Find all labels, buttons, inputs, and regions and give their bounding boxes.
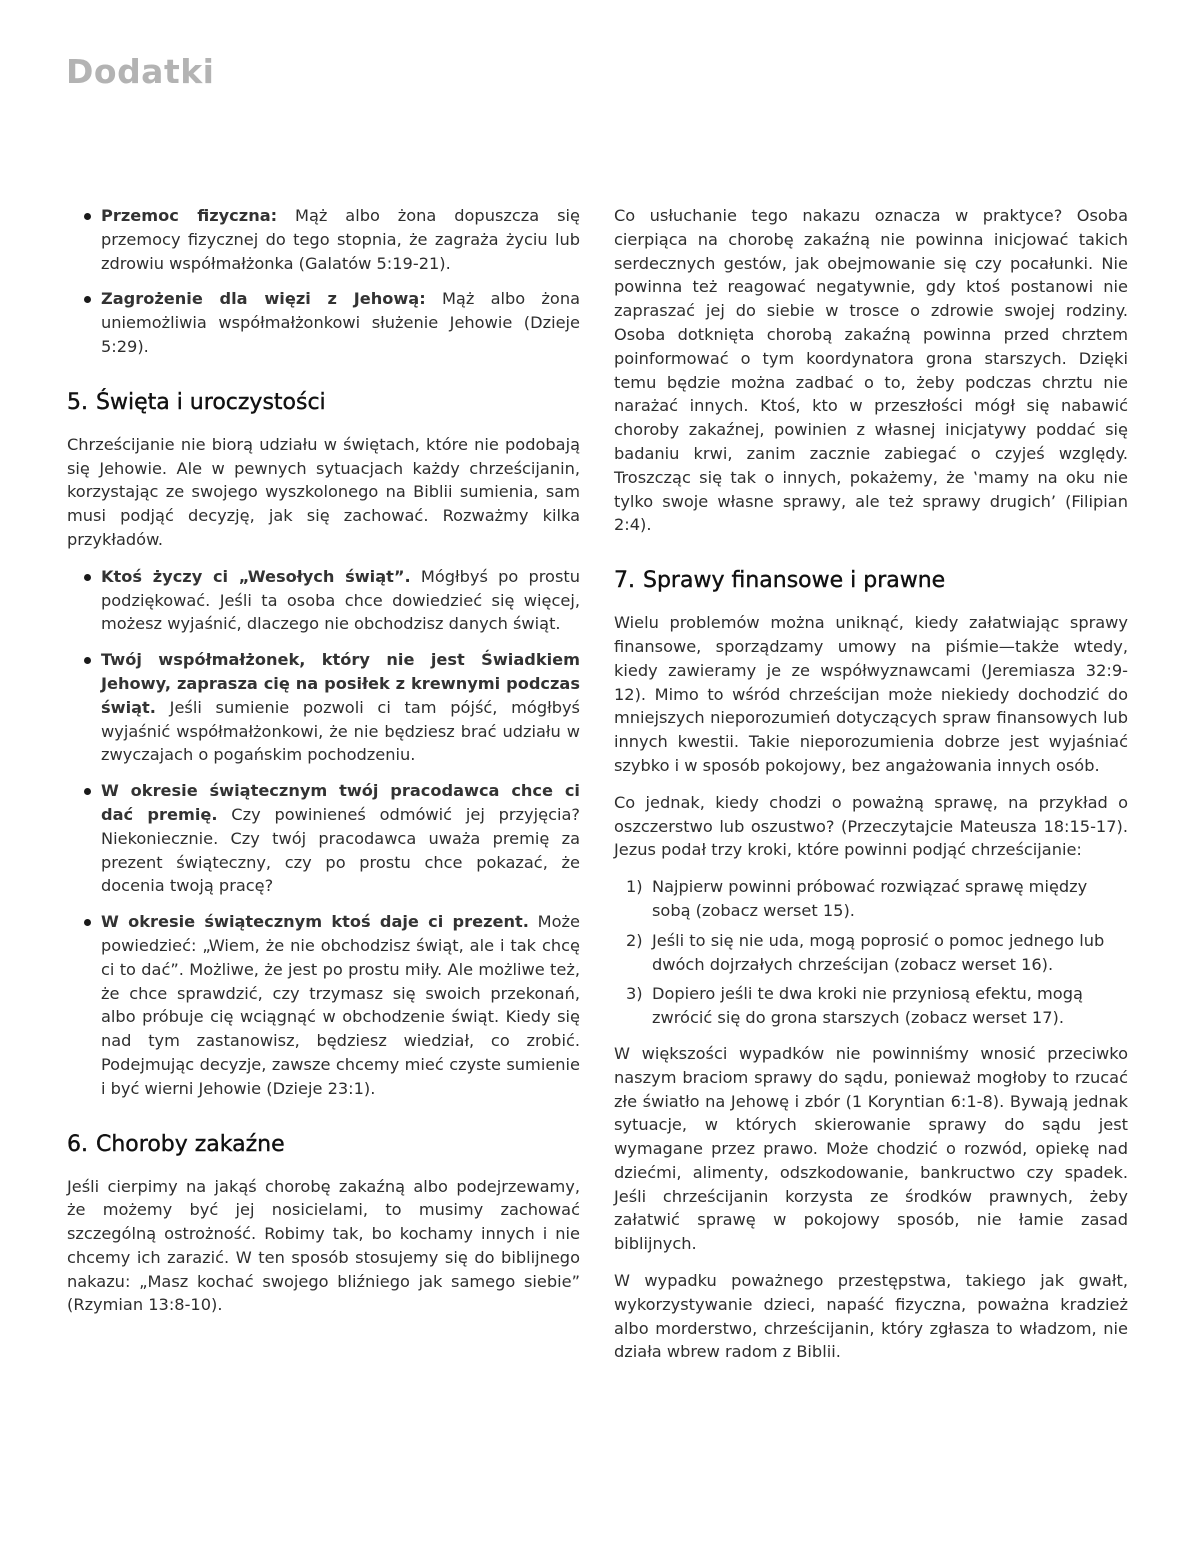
section-title: Sprawy finansowe i prawne: [643, 568, 946, 594]
step-item: [626, 875, 1128, 923]
section-7-heading: [614, 567, 1128, 595]
section-5-bullet-list: [67, 565, 580, 1101]
bullet-icon: [84, 919, 91, 926]
left-column: [67, 204, 580, 1330]
step-text: Jeśli to się nie uda, mogą poprosić o pomoc jednego lub dwóch dojrzałych chrześcijan (zobacz werset 16).: [652, 930, 1105, 974]
bullet-text: Jeśli sumienie pozwoli ci tam pójść, mógłbyś wyjaśnić współmałżonkowi, że nie będziesz brać udziału w zwyczajach o pogańskim pochodzeniu.: [101, 697, 580, 765]
bullet-text: Czy powinieneś odmówić jej przyjęcia? Niekoniecznie. Czy twój pracodawca uważa premię za prezent świąteczny, czy po prostu chce pokazać, że docenia twoją pracę?: [101, 804, 580, 896]
bullet-lead: Przemoc fizyczna:: [101, 206, 278, 225]
step-item: [626, 982, 1128, 1030]
right-column: [614, 204, 1128, 1377]
step-text: Najpierw powinni próbować rozwiązać sprawę między sobą (zobacz werset 15).: [652, 877, 1088, 920]
bullet-lead: W okresie świątecznym ktoś daje ci prezent.: [101, 912, 529, 932]
section-7-paragraph-1: Wielu problemów można uniknąć, kiedy załatwiając sprawy finansowe, sporządzamy umowy na piśmie—także wtedy, kiedy zawieramy je ze współwyznawcami (Jeremiasza 32:9-12). Mimo to wśród chrześcijan może niekiedy dochodzić do mniejszych nieporozumień dotyczących spraw finansowych lub innych kwestii. Takie nieporozumienia dobrze jest wyjaśniać szybko i w sposób pokojowy, bez angażowania innych osób.: [614, 613, 1128, 775]
intro-bullet-list: [67, 204, 580, 359]
section-6-heading: [67, 1131, 580, 1159]
section-number: 6.: [67, 1131, 88, 1157]
bullet-item: [67, 910, 580, 1100]
section-title: Choroby zakaźne: [96, 1131, 285, 1157]
bullet-lead: Zagrożenie dla więzi z Jehową:: [101, 289, 426, 309]
bullet-lead: Twój współmałżonek, który nie jest Świadkiem Jehowy, zaprasza cię na posiłek z krewnymi podczas świąt.: [101, 650, 580, 717]
section-5-intro: Chrześcijanie nie biorą udziału w świętach, które nie podobają się Jehowie. Ale w pewnych sytuacjach każdy chrześcijanin, korzystając ze swojego wyszkolonego na Biblii sumienia, sam musi podjąć decyzję, jak się zachować. Rozważmy kilka przykładów.: [67, 434, 580, 549]
section-7-paragraph-2: Co jednak, kiedy chodzi o poważną sprawę, na przykład o oszczerstwo lub oszustwo? (Przeczytajcie Mateusza 18:15-17). Jezus podał trzy kroki, które powinni podjąć chrześcijanie:: [614, 792, 1128, 860]
step-text: Dopiero jeśli te dwa kroki nie przyniosą efektu, mogą zwrócić się do grona starszych (zobacz werset 17).: [652, 984, 1083, 1028]
bullet-text: Mąż albo żona uniemożliwia współmałżonkowi służenie Jehowie (Dzieje 5:29).: [101, 289, 581, 356]
bullet-item: [67, 204, 580, 275]
bullet-item: [67, 287, 580, 358]
section-number: 7.: [614, 568, 635, 594]
bullet-icon: [84, 296, 91, 303]
page-header: Dodatki: [66, 52, 215, 91]
section-7-paragraph-3: W większości wypadków nie powinniśmy wnosić przeciwko naszym braciom sprawy do sądu, ponieważ mogłoby to rzucać złe światło na Jehowę i zbór (1 Koryntian 6:1-8). Bywają jednak sytuacje, w których skierowanie sprawy do sądu jest wymagane przez prawo. Może chodzić o rozwód, opiekę nad dziećmi, alimenty, odszkodowanie, bankructwo czy spadek. Jeśli chrześcijanin korzysta ze środków prawnych, żeby załatwić sprawę w pokojowy sposób, nie łamie zasad biblijnych.: [614, 1043, 1128, 1254]
step-number: 1): [626, 877, 643, 897]
steps-list: [626, 875, 1128, 1030]
section-title: Święta i uroczystości: [96, 389, 326, 415]
section-6-paragraph: Jeśli cierpimy na jakąś chorobę zakaźną albo podejrzewamy, że możemy być jej nosicielami, to musimy zachować szczególną ostrożność. Robimy tak, bo kochamy innych i nie chcemy ich zarazić. W ten sposób stosujemy się do biblijnego nakazu: „Masz kochać swojego bliźniego jak samego siebie” (Rzymian 13:8-10).: [67, 1176, 580, 1315]
step-item: [626, 929, 1128, 977]
bullet-text: Mógłbyś po prostu podziękować. Jeśli ta osoba chce dowiedzieć się więcej, możesz wyjaśnić, dlaczego nie obchodzisz danych świąt.: [101, 566, 581, 634]
section-6-continued-paragraph: Co usłuchanie tego nakazu oznacza w praktyce? Osoba cierpiąca na chorobę zakaźną nie powinna inicjować takich serdecznych gestów, jak obejmowanie się czy pocałunki. Nie powinna też reagować negatywnie, gdy ktoś postanowi nie zapraszać jej do siebie w trosce o zdrowie swojej rodziny. Osoba dotknięta chorobą zakaźną powinna przed chrztem poinformować o tym koordynatora grona starszych. Dzięki temu będzie można zadbać o to, żeby podczas chrztu nie narażać innych. Ktoś, kto w przeszłości mógł się nabawić choroby zakaźnej, powinien z własnej inicjatywy poddać się badaniu krwi, zanim zacznie zabiegać o czyjeś względy. Troszcząc się tak o innych, pokażemy, że ‛mamy na oku nie tylko swoje własne sprawy, ale też sprawy drugich’ (Filipian 2:4).: [614, 206, 1128, 535]
bullet-item: [67, 648, 580, 767]
section-number: 5.: [67, 389, 88, 415]
step-number: 2): [626, 930, 643, 950]
bullet-icon: [84, 788, 91, 795]
bullet-icon: [84, 657, 91, 664]
step-number: 3): [626, 984, 643, 1004]
bullet-icon: [84, 213, 91, 220]
bullet-text: Może powiedzieć: „Wiem, że nie obchodzisz świąt, ale i tak chcę ci to dać”. Możliwe, że jest po prostu miły. Ale możliwe też, że chce sprawdzić, czy trzymasz się swoich przekonań, albo próbuje cię wciągnąć w obchodzenie świąt. Kiedy się nad tym zastanowisz, będziesz wiedział, co zrobić. Podejmując decyzje, zawsze chcemy mieć czyste sumienie i być wierni Jehowie (Dzieje 23:1).: [101, 912, 580, 1098]
section-5-heading: [67, 389, 580, 417]
bullet-lead: Ktoś życzy ci „Wesołych świąt”.: [101, 566, 411, 586]
bullet-text: Mąż albo żona dopuszcza się przemocy fizycznej do tego stopnia, że zagraża życiu lub zdrowiu współmałżonka (Galatów 5:19-21).: [101, 206, 580, 273]
bullet-item: [67, 779, 580, 898]
bullet-icon: [84, 574, 91, 581]
section-7-paragraph-4: W wypadku poważnego przestępstwa, takiego jak gwałt, wykorzystywanie dzieci, napaść fizyczna, poważna kradzież albo morderstwo, chrześcijanin, który zgłasza to władzom, nie działa wbrew radom z Biblii.: [614, 1271, 1128, 1362]
bullet-item: [67, 565, 580, 636]
bullet-lead: W okresie świątecznym twój pracodawca chce ci dać premię.: [101, 781, 580, 824]
